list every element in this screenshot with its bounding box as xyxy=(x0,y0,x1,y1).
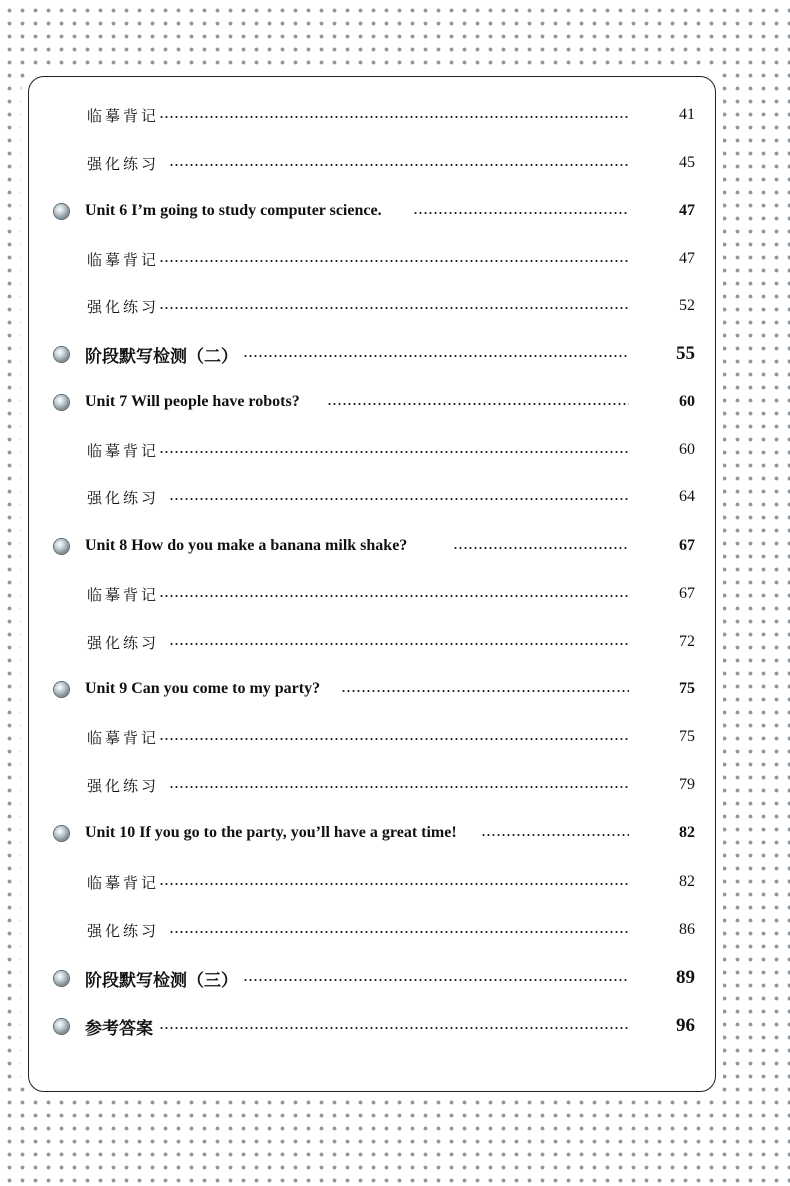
dot-leader xyxy=(413,212,629,214)
toc-entry-page: 75 xyxy=(679,680,695,697)
toc-entry[interactable] xyxy=(29,482,715,512)
dot-leader xyxy=(159,451,629,453)
toc-entry-page: 82 xyxy=(679,824,695,841)
toc-entry[interactable] xyxy=(29,244,715,274)
toc-entry-page: 75 xyxy=(679,728,695,745)
toc-entry-page: 60 xyxy=(679,393,695,410)
toc-entry[interactable] xyxy=(29,387,715,417)
dot-leader xyxy=(243,355,629,357)
toc-entry-title: 临摹背记 xyxy=(87,585,160,604)
toc-entry[interactable] xyxy=(29,435,715,465)
toc-entry[interactable] xyxy=(29,915,715,945)
toc-entry-page: 67 xyxy=(679,585,695,602)
dot-leader xyxy=(159,595,629,597)
toc-entry[interactable] xyxy=(29,531,715,561)
dot-leader xyxy=(159,883,629,885)
toc-entry-page: 47 xyxy=(679,250,695,267)
table-of-contents xyxy=(29,77,715,1091)
dot-leader xyxy=(243,979,629,981)
toc-entry-title: 强化练习 xyxy=(87,921,160,940)
toc-entry[interactable] xyxy=(29,674,715,704)
toc-entry-page: 45 xyxy=(679,154,695,171)
dot-leader xyxy=(169,786,629,788)
toc-entry-title: 强化练习 xyxy=(87,633,160,652)
toc-entry-page: 89 xyxy=(676,967,695,988)
toc-entry-page: 47 xyxy=(679,202,695,219)
toc-entry[interactable] xyxy=(29,722,715,752)
toc-entry-page: 72 xyxy=(679,633,695,650)
toc-entry[interactable] xyxy=(29,196,715,226)
dot-leader xyxy=(481,834,629,836)
dot-leader xyxy=(159,738,629,740)
dot-leader xyxy=(169,164,629,166)
toc-entry-title: Unit 6 I’m going to study computer science. xyxy=(85,202,382,219)
dot-leader xyxy=(169,498,629,500)
bullet-icon xyxy=(54,539,69,554)
toc-entry-title: Unit 10 If you go to the party, you’ll have a great time! xyxy=(85,824,457,841)
toc-entry-title: 临摹背记 xyxy=(87,106,160,125)
toc-entry-page: 82 xyxy=(679,873,695,890)
dot-leader xyxy=(341,690,629,692)
toc-entry-title: Unit 7 Will people have robots? xyxy=(85,393,300,410)
toc-entry-title: Unit 9 Can you come to my party? xyxy=(85,680,321,697)
toc-entry[interactable] xyxy=(29,291,715,321)
toc-entry-page: 64 xyxy=(679,488,695,505)
toc-entry-page: 96 xyxy=(676,1015,695,1036)
toc-entry-title: 阶段默写检测（三） xyxy=(85,970,238,991)
toc-entry-page: 86 xyxy=(679,921,695,938)
dot-leader xyxy=(159,116,629,118)
dot-leader xyxy=(327,403,629,405)
toc-entry-page: 41 xyxy=(679,106,695,123)
toc-entry-title: 强化练习 xyxy=(87,297,160,316)
toc-entry-page: 52 xyxy=(679,297,695,314)
toc-entry-page: 79 xyxy=(679,776,695,793)
toc-entry-page: 55 xyxy=(676,343,695,364)
dot-leader xyxy=(159,307,629,309)
toc-entry[interactable] xyxy=(29,963,715,993)
toc-entry-title: 临摹背记 xyxy=(87,728,160,747)
dot-leader xyxy=(169,643,629,645)
dot-leader xyxy=(169,931,629,933)
toc-entry-title: 临摹背记 xyxy=(87,873,160,892)
dot-leader xyxy=(453,547,629,549)
toc-entry[interactable] xyxy=(29,579,715,609)
toc-entry[interactable] xyxy=(29,770,715,800)
dot-leader xyxy=(159,1027,629,1029)
toc-entry[interactable] xyxy=(29,100,715,130)
toc-entry-page: 60 xyxy=(679,441,695,458)
toc-entry-title: 参考答案 xyxy=(85,1018,153,1039)
toc-entry-page: 67 xyxy=(679,537,695,554)
toc-entry-title: 强化练习 xyxy=(87,154,160,173)
dot-leader xyxy=(159,260,629,262)
toc-entry-title: 强化练习 xyxy=(87,488,160,507)
toc-entry-title: 临摹背记 xyxy=(87,250,160,269)
toc-entry-title: 阶段默写检测（二） xyxy=(85,346,238,367)
bullet-icon xyxy=(54,826,69,841)
toc-entry[interactable] xyxy=(29,148,715,178)
toc-entry-title: Unit 8 How do you make a banana milk shake? xyxy=(85,537,408,554)
toc-entry[interactable] xyxy=(29,818,715,848)
toc-entry[interactable] xyxy=(29,627,715,657)
toc-entry[interactable] xyxy=(29,339,715,369)
bullet-icon xyxy=(54,1019,69,1034)
contents-frame xyxy=(28,76,716,1092)
toc-entry[interactable] xyxy=(29,1011,715,1041)
bullet-icon xyxy=(54,395,69,410)
toc-entry-title: 强化练习 xyxy=(87,776,160,795)
toc-entry-title: 临摹背记 xyxy=(87,441,160,460)
toc-entry[interactable] xyxy=(29,867,715,897)
bullet-icon xyxy=(54,971,69,986)
bullet-icon xyxy=(54,682,69,697)
bullet-icon xyxy=(54,204,69,219)
bullet-icon xyxy=(54,347,69,362)
